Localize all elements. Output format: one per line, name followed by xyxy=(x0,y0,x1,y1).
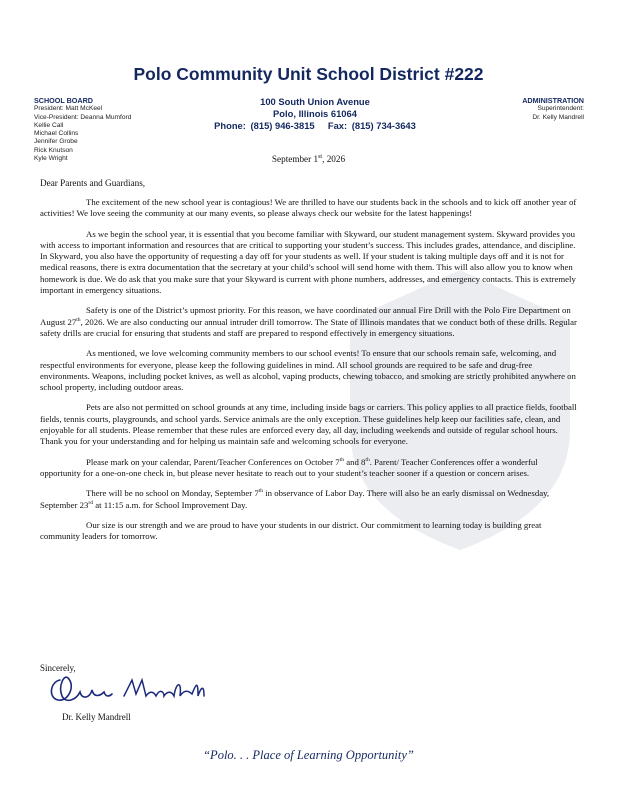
phone-label: Phone: xyxy=(214,120,246,131)
school-board-heading: SCHOOL BOARD xyxy=(34,96,93,105)
board-member: Michael Collins xyxy=(34,130,79,138)
board-member: Jennifer Grobe xyxy=(34,138,78,146)
board-member: Rick Knutson xyxy=(34,146,73,154)
letter-body xyxy=(40,197,580,551)
paragraph-welcome: The excitement of the new school year is contagious! We are thrilled to have our students back in the schools and to kick off another year of activities! We love seeing the community at our many events, so please always check our website for the latest happenings! xyxy=(40,197,577,219)
fax-number: (815) 734-3643 xyxy=(351,120,416,131)
district-name: Polo Community Unit School District #222 xyxy=(133,64,484,84)
phone-number: (815) 946-3815 xyxy=(250,120,315,131)
board-member: Kyle Wright xyxy=(34,155,68,163)
letter-date: September 1st, 2026 xyxy=(271,154,346,165)
closing: Sincerely, xyxy=(40,663,76,673)
administration-block xyxy=(434,97,584,122)
salutation: Dear Parents and Guardians, xyxy=(40,178,146,188)
fax-label: Fax: xyxy=(327,120,348,131)
signature-icon xyxy=(46,672,226,710)
street-address: 100 South Union Avenue xyxy=(260,96,370,107)
paragraph-schedule: There will be no school on Monday, September 7th in observance of Labor Day. There will also be an early dismissal on Wednesday, September 23rd at 11:15 a.m. for School Improvement Day. xyxy=(40,488,550,510)
paragraph-pets: Pets are also not permitted on school grounds at any time, including inside bags or carriers. This policy applies to all practice fields, football fields, tennis courts, playgrounds, and school yards. Service animals are the only exception. These guidelines help keep our facilities safe, clean, and enjoyable for all students. Please remember that these rules are enforced every day, all day, including weekends and outside of regular school hours. Thank you for your understanding and for helping us maintain safe and welcoming schools for everyone. xyxy=(40,402,577,447)
superintendent-name: Dr. Kelly Mandrell xyxy=(532,113,584,121)
paragraph-skyward: As we begin the school year, it is essential that you become familiar with Skyward, our student management system. Skyward provides you with access to important information and resources that are critical to supporting your student’s success. This includes grades, attendance, and discipline. In Skyward, you also have the opportunity of requesting a day off for your students as well. If your student is taking multiple days off and it is not for medical reasons, there is extra documentation that the secretary at your child’s school will send home with them. This will also allow you to know when homework is due. We do ask that you make sure that your Skyward is current with phone numbers, addresses, and emergency contacts. This is extremely important in emergency situations. xyxy=(40,228,576,296)
board-member: President: Matt McKeel xyxy=(34,105,103,113)
paragraph-conferences: Please mark on your calendar, Parent/Teacher Conferences on October 7th and 8th. Parent/ Teacher Conferences offer a wonderful opportunity for a one-on-one check in, but please never hesitate to reach out to your student’s teacher sooner if a question or concern arises. xyxy=(40,456,538,478)
district-address xyxy=(190,96,440,132)
paragraph-guidelines: As mentioned, we love welcoming community members to our school events! To ensure that our schools remain safe, welcoming, and respectful environments for everyone, please keep the following guidelines in mind. All school grounds are required to be safe and drug-free environments. Weapons, including pocket knives, as well as alcohol, vaping products, chewing tobacco, and smoking are strictly prohibited anywhere on school property, including outdoor areas. xyxy=(40,348,576,393)
paragraph-closing: Our size is our strength and we are proud to have your students in our district. Our commitment to learning today is building great community leaders for tomorrow. xyxy=(40,519,542,542)
city-address: Polo, Illinois 61064 xyxy=(273,108,357,119)
board-member: Kellie Call xyxy=(34,121,64,129)
paragraph-safety: Safety is one of the District’s upmost priority. For this reason, we have coordinated our annual Fire Drill with the Polo Fire Department on August 27th, 2026. We are also conducting our annual intruder drill tomorrow. The State of Illinois mandates that we conduct both of these drills. Regular safety drills are crucial for ensuring that students and staff are prepared to respond effectively in emergency situations. xyxy=(40,305,577,338)
contact-line xyxy=(190,120,440,132)
signer-name: Dr. Kelly Mandrell xyxy=(62,712,131,722)
district-motto: “Polo. . . Place of Learning Opportunity” xyxy=(203,748,414,762)
administration-heading: ADMINISTRATION xyxy=(522,96,584,105)
board-member: Vice-President: Deanna Mumford xyxy=(34,113,132,121)
superintendent-title: Superintendent: xyxy=(537,105,584,113)
